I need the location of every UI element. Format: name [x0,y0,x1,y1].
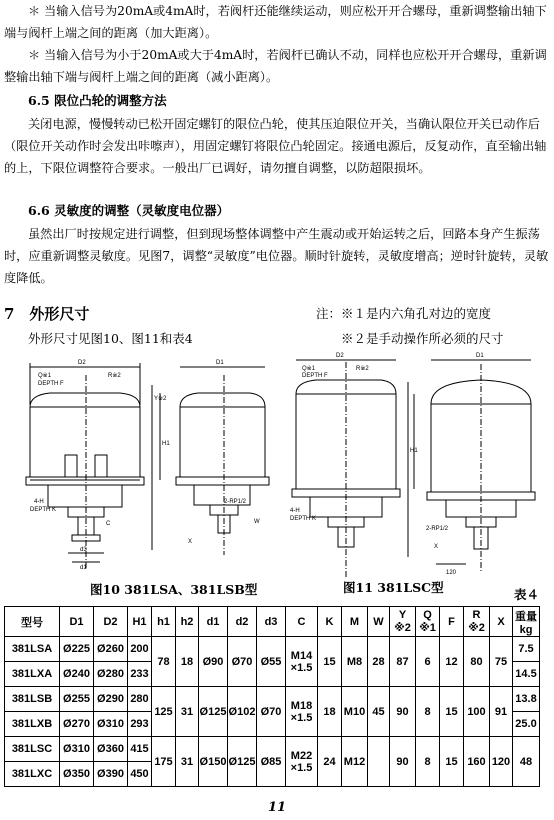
heading-6-5: 6.5 限位凸轮的调整方法 [28,93,167,108]
paragraph-sensitivity: 虽然出厂时按规定进行调整，但到现场整体调整中产生震动或开始运转之后，回路本身产生振荡时，应重新调整灵敏度。见图7，调整“灵敏度”电位器。顺时针旋转，灵敏度增高；逆时针旋转，灵敏度降低。 [4,227,549,285]
label-h1: H1 [162,441,170,447]
table-4-label: 表４ [514,587,540,602]
label-depth-f: DEPTH F [38,381,64,387]
col-header: h2 [176,607,199,637]
col-header: K [318,607,342,637]
label-rp-fig11: 2-RP1/2 [426,526,449,532]
figure-11-drawing [286,352,541,582]
page-number: 11 [267,800,287,815]
label-4h-fig11: 4-H [290,508,300,514]
label-d3: d3 [80,547,87,553]
table-row: 381LXC Ø350 Ø390 450 [5,762,540,787]
caption-figure-10: 图10 381LSA、381LSB型 [90,582,258,597]
label-h1-fig11: H1 [410,448,418,454]
table-row: 381LSC Ø310 Ø360 415 175 31 Ø150 Ø125 Ø85 M22 ×1.5 24 M12 90 8 15 160 120 48 [5,737,540,762]
col-header: d1 [199,607,228,637]
col-header: M [342,607,368,637]
label-y: Y※2 [154,396,167,402]
label-w: W [254,519,260,525]
label-r-fig11: R※2 [356,366,369,372]
col-header: C [286,607,318,637]
table-row: 381LSA Ø225 Ø260 200 78 18 Ø90 Ø70 Ø55 M14 ×1.5 15 M8 28 87 6 12 80 75 7.5 [5,637,540,662]
col-header: R ※2 [464,607,490,637]
label-depth-k-fig11: DEPTH K [290,516,317,522]
label-d1-lower: d1 [80,565,87,571]
label-c: C [106,521,111,527]
label-d1-fig11: D1 [476,353,484,359]
label-depth-f-fig11: DEPTH F [302,373,328,379]
section-7-intro: 外形尺寸见图10、图11和表4 [28,331,193,346]
paragraph-limit-20ma: ＊ 当输入信号为20mA或4mA时，若阀杆还能继续运动，则应松开开合螺母，重新调整输出轴下端与阀杆上端之间的距离（加大距离）。 [4,4,547,40]
paragraph-limit-cam: 关闭电源，慢慢转动已松开固定螺钉的限位凸轮，使其压迫限位开关，当确认限位开关已动作后（限位开关动作时会发出咔嚓声），用固定螺钉将限位凸轮固定。接通电源后，反复动作，直至输出轴的上，下限位调整符合要求。一般出厂已调好，请勿擅自调整，以防超限损坏。 [4,117,547,175]
col-header: d3 [257,607,286,637]
label-120: 120 [446,570,457,576]
col-header: Y ※2 [390,607,416,637]
col-header: Q ※1 [416,607,440,637]
paragraph-limit-4ma: ＊ 当输入信号为小于20mA或大于4mA时，若阀杆已确认不动，同样也应松开开合螺母，重新调整输出轴下端与阀杆上端之间的距离（减小距离）。 [4,48,547,84]
label-x-fig11: X [434,544,439,550]
col-header: X [490,607,513,637]
table-row: 381LXA Ø240 Ø280 233 14.5 [5,662,540,687]
col-header: 型号 [5,607,60,637]
label-q: Q※1 [38,373,52,379]
col-header: d2 [228,607,257,637]
label-rp: 2-RP1/2 [224,499,247,505]
dimension-table [4,606,540,787]
table-row: 381LXB Ø270 Ø310 293 25.0 [5,712,540,737]
caption-figure-11: 图11 381LSC型 [343,580,444,595]
col-header: 重量 kg [513,607,540,637]
label-x: X [188,539,193,545]
col-header: W [368,607,390,637]
heading-6-6: 6.6 灵敏度的调整（灵敏度电位器） [28,203,230,218]
col-header: h1 [152,607,176,637]
figure-10-drawing [10,355,270,575]
section-7-title: 7 外形尺寸 [4,305,90,323]
table-header-row [5,607,540,637]
table-row: 381LSB Ø255 Ø290 280 125 31 Ø125 Ø102 Ø70 M18 ×1.5 18 M10 45 90 8 15 100 91 13.8 [5,687,540,712]
note-2: ※２是手动操作所必须的尺寸 [341,331,504,346]
label-r: R※2 [108,373,121,379]
note-1: 注：※１是内六角孔对边的宽度 [316,306,492,321]
label-d2-fig11: D2 [336,353,344,359]
label-d2: D2 [78,360,86,366]
col-header: H1 [128,607,152,637]
col-header: F [440,607,464,637]
label-q-fig11: Q※1 [302,366,316,372]
label-4h: 4-H [34,499,44,505]
col-header: D2 [94,607,128,637]
label-d1: D1 [216,360,224,366]
col-header: D1 [60,607,94,637]
label-depth-k: DEPTH K [30,507,57,513]
